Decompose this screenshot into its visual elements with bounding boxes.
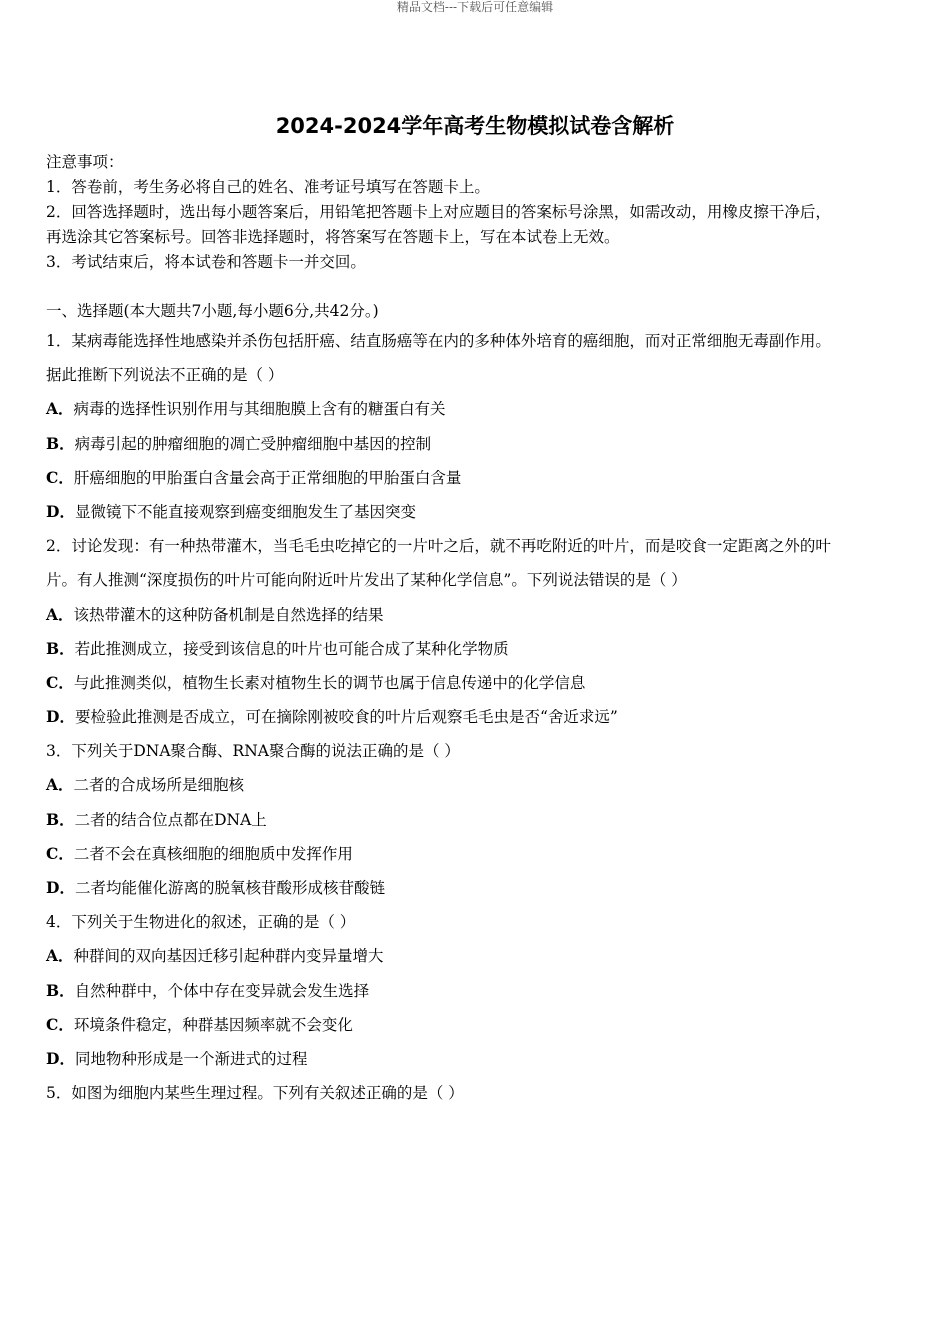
- option-b: [46, 427, 906, 461]
- question-4: [46, 905, 906, 1076]
- option-text: 同地物种形成是一个渐进式的过程: [74, 1049, 308, 1068]
- option-text: 二者的结合位点都在DNA上: [74, 810, 267, 829]
- question-text: 1．某病毒能选择性地感染并杀伤包括肝癌、结直肠癌等在内的多种体外培育的癌细胞，而对正常细胞无毒副作用。: [46, 332, 831, 350]
- question-text: 5．如图为细胞内某些生理过程。下列有关叙述正确的是（ ）: [46, 1084, 464, 1103]
- notes-item: 3．考试结束后，将本试卷和答题卡一并交回。: [46, 253, 366, 271]
- question-2: [46, 529, 906, 734]
- option-d: [46, 871, 906, 905]
- option-letter: A．: [46, 946, 74, 966]
- section-heading: 一、选择题(本大题共7小题,每小题6分,共42分。): [46, 302, 379, 320]
- option-letter: C．: [46, 467, 74, 487]
- option-text: 二者不会在真核细胞的细胞质中发挥作用: [73, 844, 353, 863]
- option-text: 二者均能催化游离的脱氧核苷酸形成核苷酸链: [74, 879, 385, 897]
- option-letter: B．: [46, 980, 75, 1000]
- option-b: [46, 632, 906, 666]
- option-letter: A．: [46, 604, 74, 624]
- option-text: 该热带灌木的这种防备机制是自然选择的结果: [73, 605, 384, 624]
- question-3: [46, 734, 906, 905]
- option-letter: C．: [46, 1014, 74, 1034]
- option-letter: C．: [46, 843, 74, 863]
- question-1: [46, 324, 906, 529]
- spacer: [46, 275, 906, 299]
- notes-item: 2．回答选择题时，选出每小题答案后，用铅笔把答题卡上对应题目的答案标号涂黑，如需改动，用橡皮擦干净后，: [46, 203, 831, 221]
- option-text: 病毒的选择性识别作用与其细胞膜上含有的糖蛋白有关: [73, 400, 446, 419]
- option-b: [46, 803, 906, 837]
- option-c: [46, 461, 906, 495]
- notes-item: 再选涂其它答案标号。回答非选择题时，将答案写在答题卡上，写在本试卷上无效。: [46, 228, 620, 246]
- option-letter: D．: [46, 1048, 75, 1068]
- option-text: 环境条件稳定，种群基因频率就不会变化: [73, 1015, 353, 1034]
- option-text: 显微镜下不能直接观察到癌变细胞发生了基因突变: [74, 502, 416, 521]
- option-letter: D．: [46, 501, 75, 521]
- option-text: 自然种群中，个体中存在变异就会发生选择: [74, 981, 370, 1000]
- option-text: 要检验此推测是否成立，可在摘除刚被咬食的叶片后观察毛毛虫是否“舍近求远”: [74, 708, 618, 727]
- option-c: [46, 1008, 906, 1042]
- option-text: 二者的合成场所是细胞核: [73, 776, 245, 795]
- question-text: 据此推断下列说法不正确的是（ ）: [46, 366, 284, 385]
- option-text: 与此推测类似，植物生长素对植物生长的调节也属于信息传递中的化学信息: [73, 673, 586, 692]
- option-letter: B．: [46, 638, 75, 658]
- option-d: [46, 1042, 906, 1076]
- option-letter: B．: [46, 809, 75, 829]
- option-text: 病毒引起的肿瘤细胞的凋亡受肿瘤细胞中基因的控制: [74, 434, 432, 453]
- option-letter: A．: [46, 775, 74, 795]
- question-text: 片。有人推测“深度损伤的叶片可能向附近叶片发出了某种化学信息”。下列说法错误的是（ ）: [46, 571, 687, 590]
- option-a: [46, 392, 906, 426]
- option-c: [46, 666, 906, 700]
- option-d: [46, 495, 906, 529]
- question-text: 3．下列关于DNA聚合酶、RNA聚合酶的说法正确的是（ ）: [46, 742, 460, 761]
- option-a: [46, 939, 906, 973]
- question-5: [46, 1076, 906, 1110]
- option-text: 若此推测成立，接受到该信息的叶片也可能合成了某种化学物质: [74, 639, 509, 658]
- document-body: [46, 150, 906, 1110]
- option-letter: C．: [46, 672, 74, 692]
- option-text: 种群间的双向基因迁移引起种群内变异量增大: [73, 947, 384, 966]
- option-letter: D．: [46, 878, 75, 897]
- watermark: 精品文档---下载后可任意编辑: [396, 0, 554, 14]
- option-text: 肝癌细胞的甲胎蛋白含量会高于正常细胞的甲胎蛋白含量: [73, 468, 462, 487]
- option-letter: D．: [46, 707, 75, 727]
- option-a: [46, 768, 906, 802]
- option-c: [46, 837, 906, 871]
- option-b: [46, 974, 906, 1008]
- question-text: 4．下列关于生物进化的叙述，正确的是（ ）: [46, 913, 356, 932]
- option-letter: A．: [46, 399, 74, 419]
- option-letter: B．: [46, 433, 75, 453]
- page-title: 2024-2024学年高考生物模拟试卷含解析: [275, 114, 675, 138]
- option-d: [46, 700, 906, 734]
- notes-item: 1．答卷前，考生务必将自己的姓名、准考证号填写在答题卡上。: [46, 178, 490, 196]
- notes-heading: 注意事项：: [46, 153, 124, 171]
- question-text: 2．讨论发现：有一种热带灌木，当毛毛虫吃掉它的一片叶之后，就不再吃附近的叶片，而是咬食一定距离之外的叶: [46, 537, 831, 556]
- notes-section: [46, 150, 906, 275]
- option-a: [46, 598, 906, 632]
